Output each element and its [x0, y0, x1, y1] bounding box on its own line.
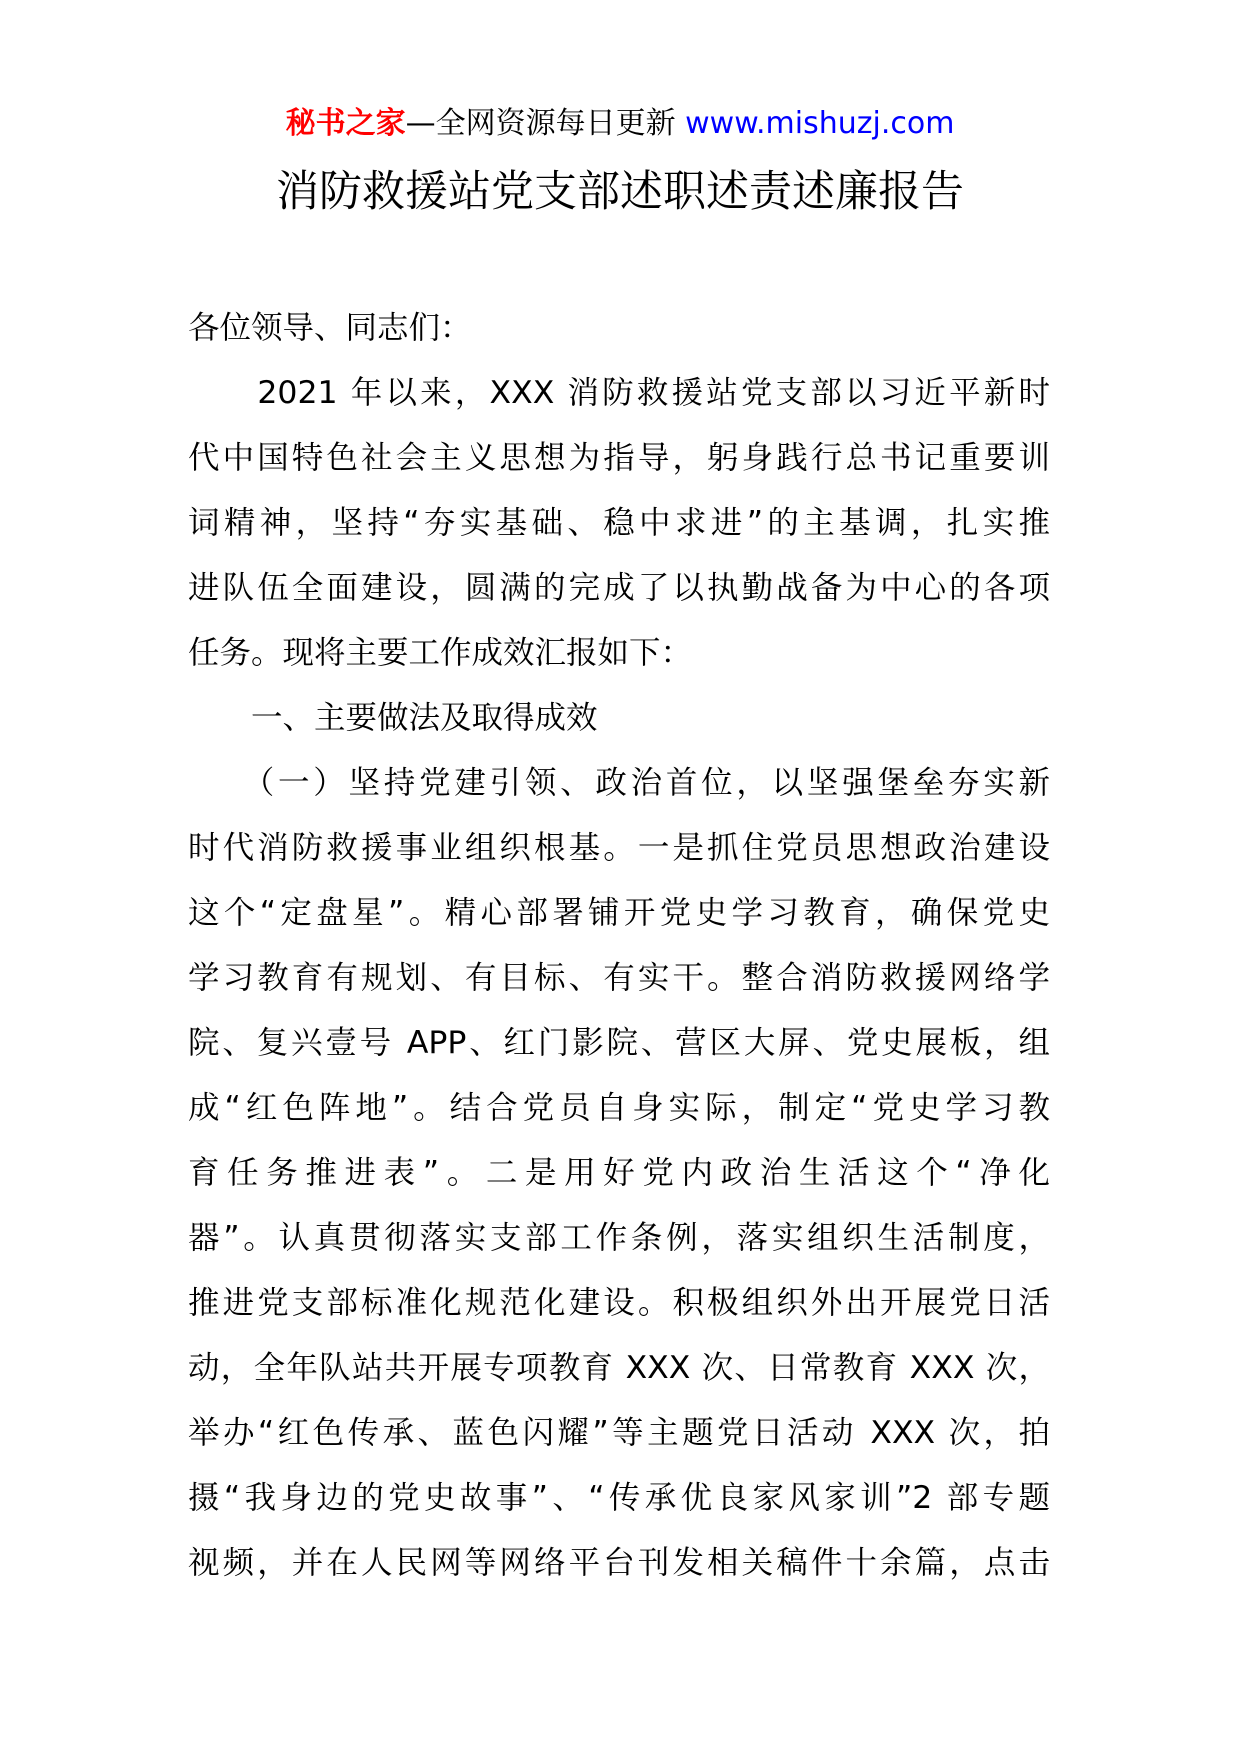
body-line: 词精神，坚持“夯实基础、稳中求进”的主基调，扎实推	[188, 505, 1050, 541]
body-line: 这个“定盘星”。精心部署铺开党史学习教育，确保党史	[188, 895, 1050, 931]
body-line: （一）坚持党建引领、政治首位，以坚强堡垒夯实新	[188, 765, 1050, 801]
body-line: 举办“红色传承、蓝色闪耀”等主题党日活动 XXX 次，拍	[188, 1415, 1050, 1451]
site-url-link[interactable]: www.mishuzj.com	[685, 106, 955, 141]
document-title: 消防救援站党支部述职述责述廉报告	[276, 167, 964, 217]
body-line: 任务。现将主要工作成效汇报如下：	[188, 635, 693, 671]
body-line: 代中国特色社会主义思想为指导，躬身践行总书记重要训	[188, 440, 1050, 476]
body-line: 动，全年队站共开展专项教育 XXX 次、日常教育 XXX 次，	[188, 1350, 1050, 1386]
body-line: 学习教育有规划、有目标、有实干。整合消防救援网络学	[188, 960, 1050, 996]
body-line: 院、复兴壹号 APP、红门影院、营区大屏、党史展板，组	[188, 1025, 1050, 1061]
brand-name: 秘书之家	[285, 106, 406, 141]
body-line: 器”。认真贯彻落实支部工作条例，落实组织生活制度，	[188, 1220, 1050, 1256]
body-line: 育任务推进表”。二是用好党内政治生活这个“净化	[188, 1155, 1050, 1191]
body-line: 摄“我身边的党史故事”、“传承优良家风家训”2 部专题	[188, 1480, 1050, 1516]
document-body	[188, 296, 1050, 1596]
body-line: 2021 年以来，XXX 消防救援站党支部以习近平新时	[188, 375, 1050, 411]
header-slogan: —全网资源每日更新	[405, 106, 686, 141]
site-header	[0, 104, 1240, 144]
body-line: 视频，并在人民网等网络平台刊发相关稿件十余篇，点击	[188, 1545, 1050, 1581]
salutation-line: 各位领导、同志们：	[188, 310, 472, 346]
body-line: 进队伍全面建设，圆满的完成了以执勤战备为中心的各项	[188, 570, 1050, 606]
body-line: 时代消防救援事业组织根基。一是抓住党员思想政治建设	[188, 830, 1050, 866]
body-line: 成“红色阵地”。结合党员自身实际，制定“党史学习教	[188, 1090, 1050, 1126]
section-heading: 一、主要做法及取得成效	[188, 700, 598, 736]
body-line: 推进党支部标准化规范化建设。积极组织外出开展党日活	[188, 1285, 1050, 1321]
